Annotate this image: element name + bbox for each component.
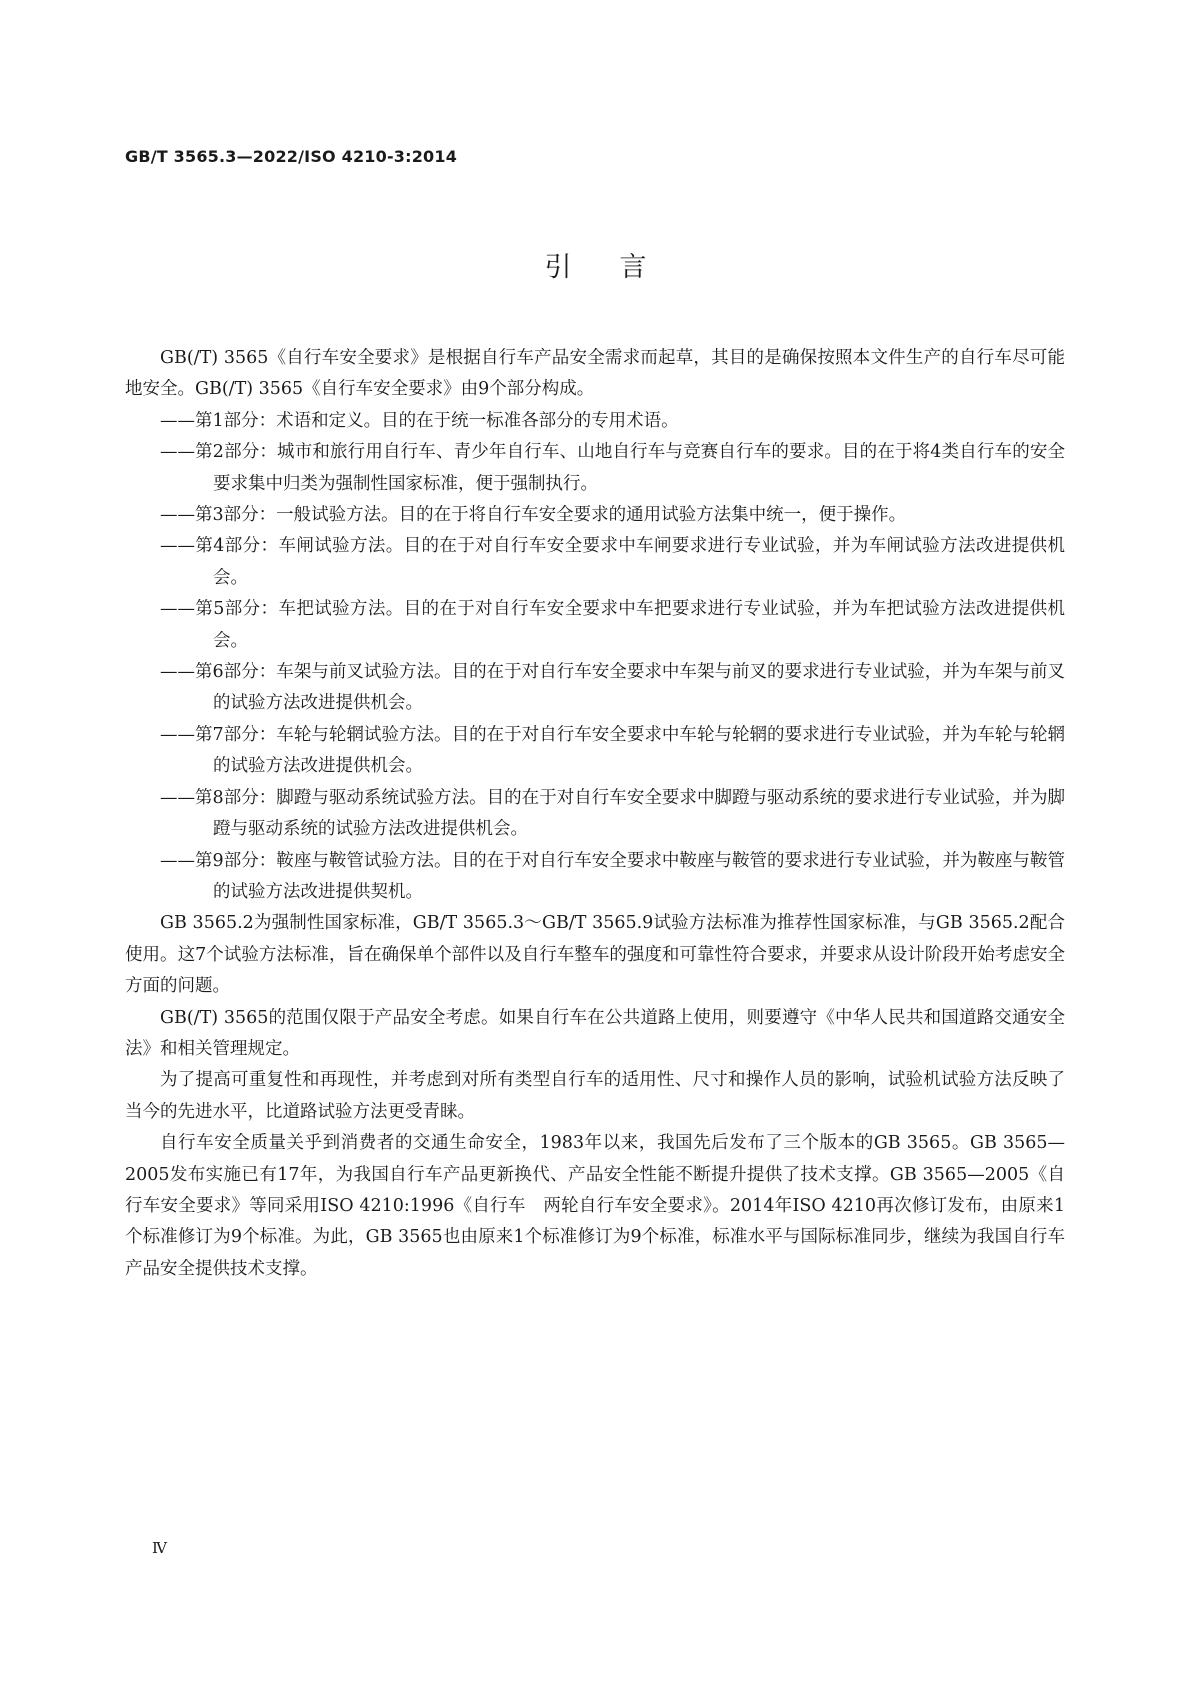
- paragraph: 自行车安全质量关乎到消费者的交通生命安全，1983年以来，我国先后发布了三个版本的GB 3565。GB 3565—2005发布实施已有17年，为我国自行车产品更新换代、产品安全性能不断提升提供了技术支撑。GB 3565—2005《自行车安全要求》等同采用ISO 4210:1996《自行车 两轮自行车安全要求》。2014年ISO 4210再次修订发布，由原来1个标准修订为9个标准。为此，GB 3565也由原来1个标准修订为9个标准，标准水平与国际标准同步，继续为我国自行车产品安全提供技术支撑。: [125, 1133, 1065, 1279]
- list-item: ——第1部分：术语和定义。目的在于统一标准各部分的专用术语。: [160, 410, 679, 431]
- list-item: ——第8部分：脚蹬与驱动系统试验方法。目的在于对自行车安全要求中脚蹬与驱动系统的要求进行专业试验，并为脚蹬与驱动系统的试验方法改进提供机会。: [160, 787, 1065, 840]
- standard-code-header: GB/T 3565.3—2022/ISO 4210-3:2014: [125, 147, 458, 166]
- intro-paragraph: GB(/T) 3565《自行车安全要求》是根据自行车产品安全需求而起草，其目的是确保按照本文件生产的自行车尽可能地安全。GB(/T) 3565《自行车安全要求》由9个部分构成。: [125, 348, 1065, 400]
- paragraph: GB 3565.2为强制性国家标准，GB/T 3565.3～GB/T 3565.9试验方法标准为推荐性国家标准，与GB 3565.2配合使用。这7个试验方法标准，旨在确保单个部件以及自行车整车的强度和可靠性符合要求，并要求从设计阶段开始考虑安全方面的问题。: [125, 913, 1065, 997]
- paragraph: 为了提高可重复性和再现性，并考虑到对所有类型自行车的适用性、尺寸和操作人员的影响，试验机试验方法反映了当今的先进水平，比道路试验方法更受青睐。: [125, 1070, 1065, 1122]
- parts-list: [125, 406, 1065, 909]
- page-number: Ⅳ: [152, 1539, 167, 1557]
- list-item: ——第9部分：鞍座与鞍管试验方法。目的在于对自行车安全要求中鞍座与鞍管的要求进行专业试验，并为鞍座与鞍管的试验方法改进提供契机。: [160, 850, 1065, 902]
- list-item: ——第7部分：车轮与轮辋试验方法。目的在于对自行车安全要求中车轮与轮辋的要求进行专业试验，并为车轮与轮辋的试验方法改进提供机会。: [160, 724, 1065, 777]
- list-item: ——第4部分：车闸试验方法。目的在于对自行车安全要求中车闸要求进行专业试验，并为车闸试验方法改进提供机会。: [160, 536, 1065, 588]
- list-item: ——第3部分：一般试验方法。目的在于将自行车安全要求的通用试验方法集中统一，便于操作。: [160, 505, 907, 526]
- page-title: 引言: [544, 252, 695, 283]
- list-item: ——第6部分：车架与前叉试验方法。目的在于对自行车安全要求中车架与前叉的要求进行专业试验，并为车架与前叉的试验方法改进提供机会。: [160, 662, 1065, 714]
- list-item: ——第5部分：车把试验方法。目的在于对自行车安全要求中车把要求进行专业试验，并为车把试验方法改进提供机会。: [160, 599, 1065, 651]
- paragraph: GB(/T) 3565的范围仅限于产品安全考虑。如果自行车在公共道路上使用，则要遵守《中华人民共和国道路交通安全法》和相关管理规定。: [125, 1007, 1065, 1059]
- list-item: ——第2部分：城市和旅行用自行车、青少年自行车、山地自行车与竞赛自行车的要求。目的在于将4类自行车的安全要求集中归类为强制性国家标准，便于强制执行。: [160, 442, 1065, 494]
- document-body: [125, 343, 1065, 1285]
